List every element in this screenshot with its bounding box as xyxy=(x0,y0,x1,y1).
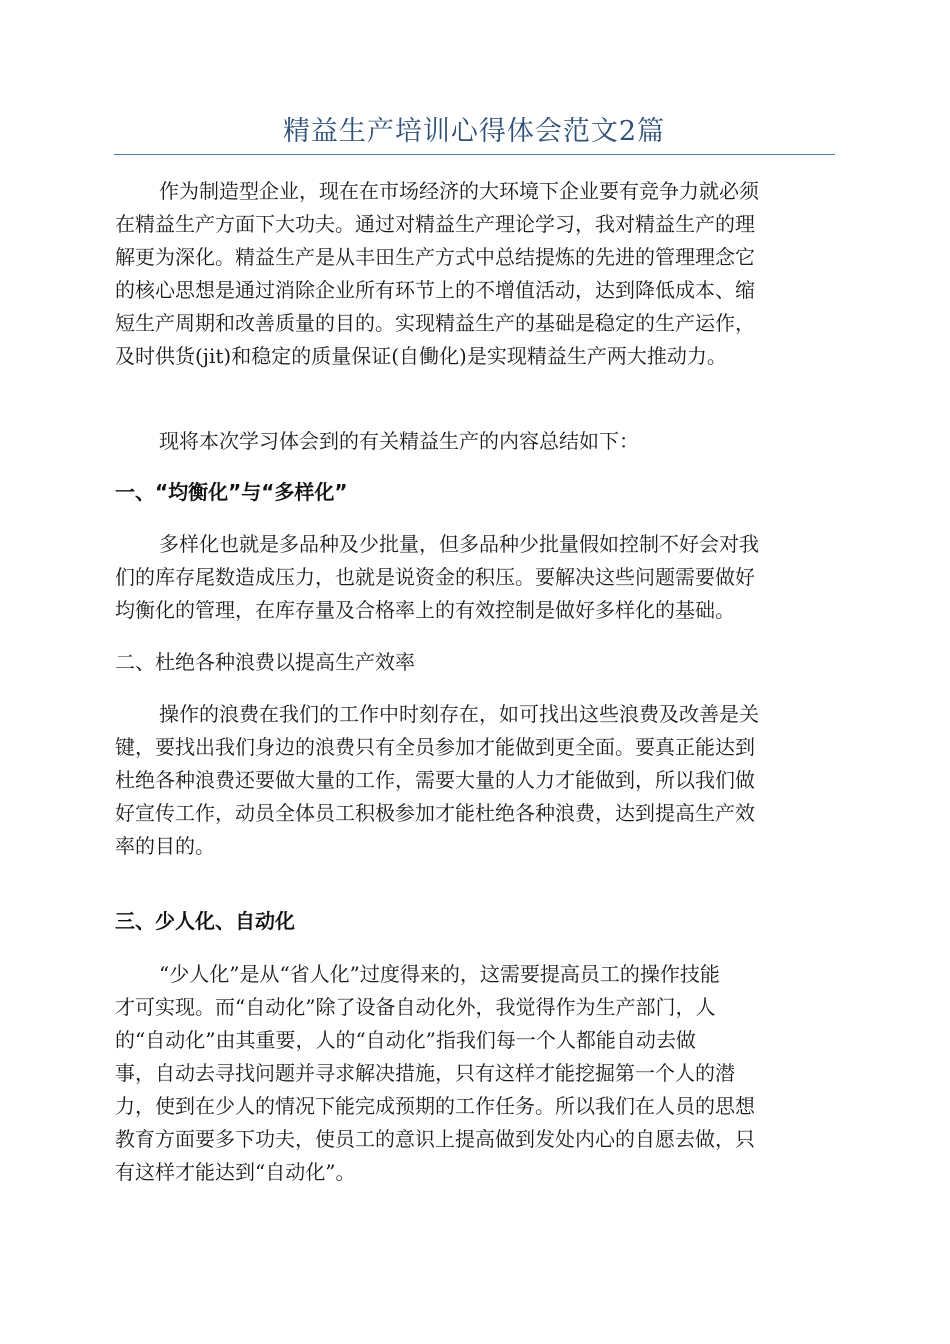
paragraph-line: 作为制造型企业，现在在市场经济的大环境下企业要有竞争力就必须 xyxy=(159,179,759,203)
section-2-paragraph xyxy=(115,698,835,863)
paragraph-line: 的核心思想是通过消除企业所有环节上的不增值活动，达到降低成本、缩 xyxy=(115,278,755,302)
paragraph-line: 教育方面要多下功夫，使员工的意识上提高做到发处内心的自愿去做，只 xyxy=(115,1127,755,1151)
paragraph-line: 力，使到在少人的情况下能完成预期的工作任务。所以我们在人员的思想 xyxy=(115,1094,755,1118)
paragraph-line: 键，要找出我们身边的浪费只有全员参加才能做到更全面。要真正能达到 xyxy=(115,735,755,759)
intro-paragraph xyxy=(115,175,835,373)
paragraph-line: 们的库存尾数造成压力，也就是说资金的积压。要解决这些问题需要做好 xyxy=(115,565,755,589)
paragraph-line: “少人化”是从“省人化”过度得来的，这需要提高员工的操作技能 xyxy=(159,962,720,986)
paragraph-line: 有这样才能达到“自动化”。 xyxy=(115,1160,356,1184)
paragraph-line: 好宣传工作，动员全体员工积极参加才能杜绝各种浪费，达到提高生产效 xyxy=(115,801,755,825)
title-underline xyxy=(114,154,835,155)
paragraph-line: 才可实现。而“自动化”除了设备自动化外，我觉得作为生产部门，人 xyxy=(115,995,716,1019)
summary-intro-paragraph xyxy=(115,425,835,458)
section-heading-2: 二、杜绝各种浪费以提高生产效率 xyxy=(115,650,415,674)
paragraph-line: 事，自动去寻找问题并寻求解决措施，只有这样才能挖掘第一个人的潜 xyxy=(115,1061,735,1085)
paragraph-line: 率的目的。 xyxy=(115,834,215,858)
paragraph-line: 多样化也就是多品种及少批量，但多品种少批量假如控制不好会对我 xyxy=(159,532,759,556)
paragraph-line: 在精益生产方面下大功夫。通过对精益生产理论学习，我对精益生产的理 xyxy=(115,212,755,236)
paragraph-line: 现将本次学习体会到的有关精益生产的内容总结如下： xyxy=(159,429,639,453)
paragraph-line: 解更为深化。精益生产是从丰田生产方式中总结提炼的先进的管理理念它 xyxy=(115,245,755,269)
paragraph-line: 均衡化的管理，在库存量及合格率上的有效控制是做好多样化的基础。 xyxy=(115,598,735,622)
section-1-paragraph xyxy=(115,528,835,627)
paragraph-line: 及时供货(jit)和稳定的质量保证(自働化)是实现精益生产两大推动力。 xyxy=(115,344,727,368)
section-3-paragraph xyxy=(115,958,835,1189)
section-heading-1: 一、“均衡化”与“多样化” xyxy=(115,480,348,504)
section-heading-3: 三、少人化、自动化 xyxy=(115,909,295,933)
paragraph-line: 操作的浪费在我们的工作中时刻存在，如可找出这些浪费及改善是关 xyxy=(159,702,759,726)
document-title: 精益生产培训心得体会范文2篇 xyxy=(282,116,666,147)
paragraph-line: 杜绝各种浪费还要做大量的工作，需要大量的人力才能做到，所以我们做 xyxy=(115,768,755,792)
paragraph-line: 的“自动化”由其重要，人的“自动化”指我们每一个人都能自动去做 xyxy=(115,1028,696,1052)
paragraph-line: 短生产周期和改善质量的目的。实现精益生产的基础是稳定的生产运作， xyxy=(115,311,755,335)
